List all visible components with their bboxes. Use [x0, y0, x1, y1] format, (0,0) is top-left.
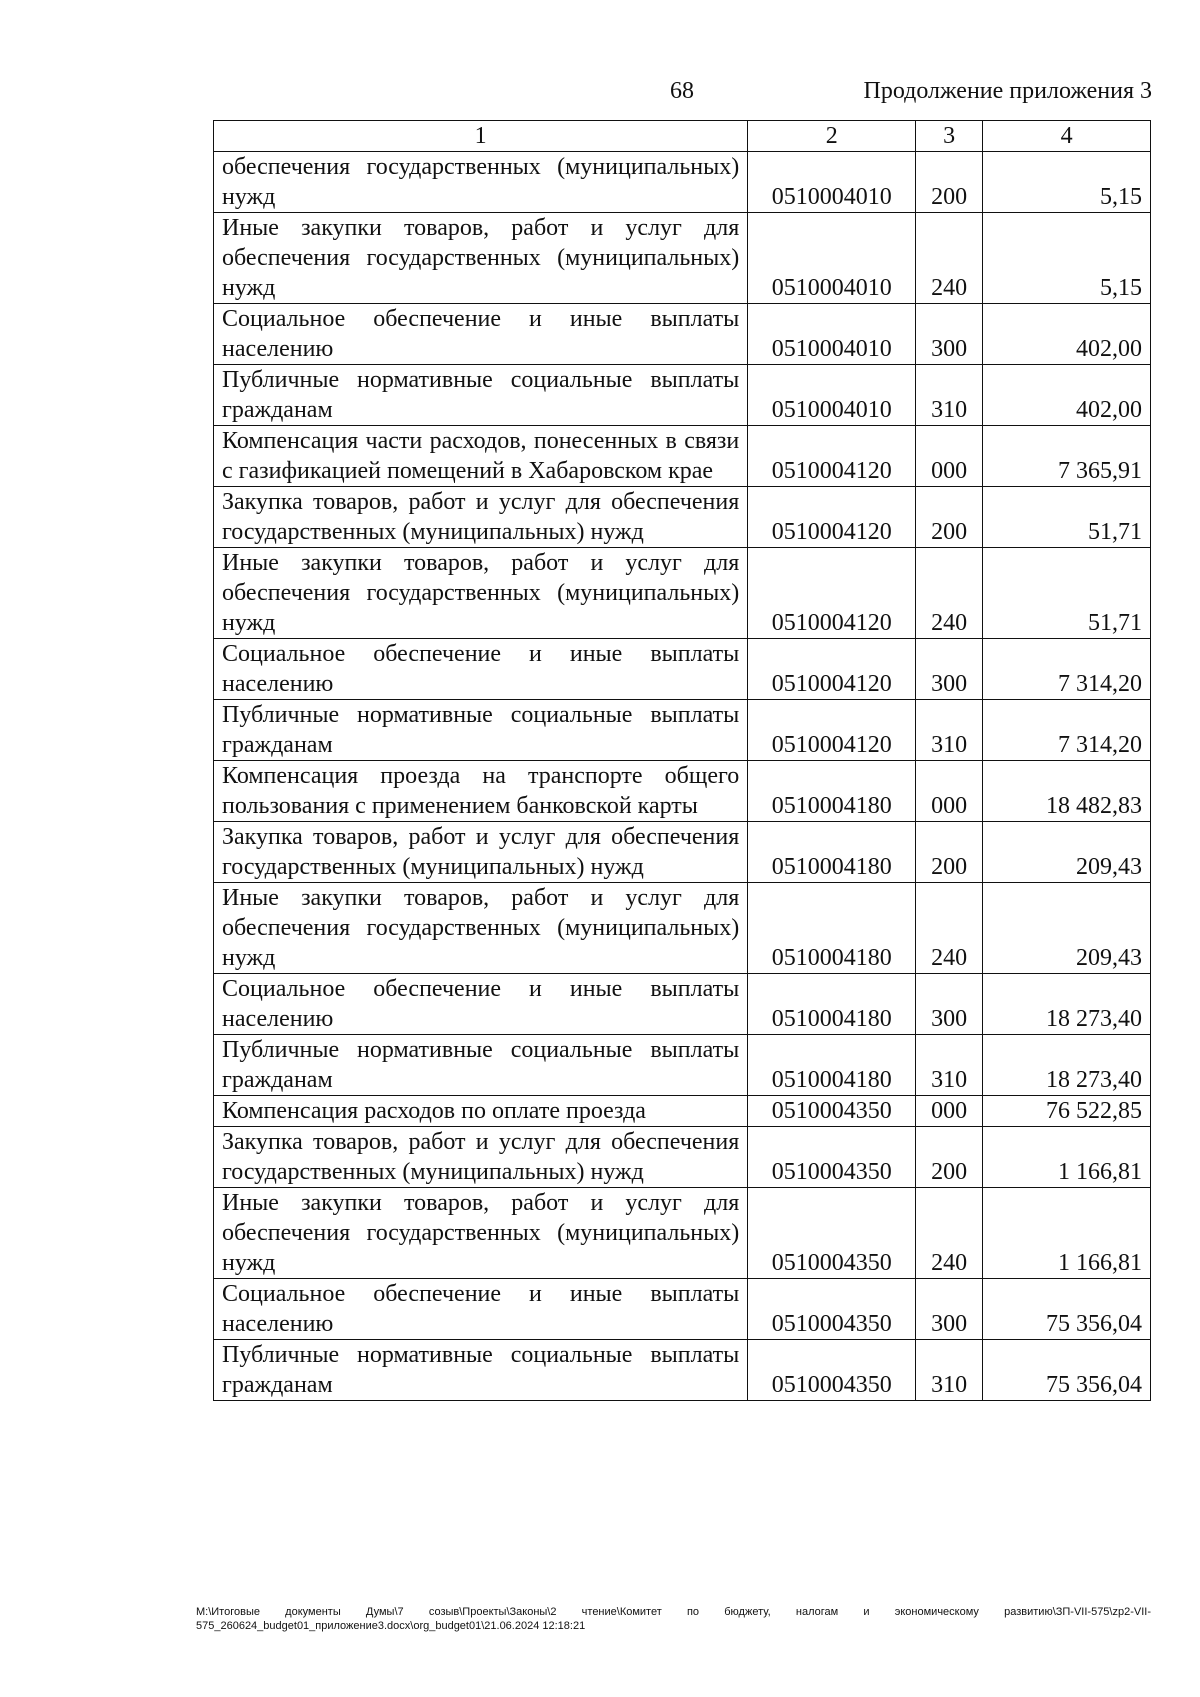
row-code-cell: 0510004180	[748, 974, 916, 1035]
row-kvr-cell: 200	[916, 822, 983, 883]
row-sum-cell: 18 273,40	[983, 1035, 1151, 1096]
table-row	[214, 883, 1151, 974]
row-kvr-cell: 310	[916, 1035, 983, 1096]
row-sum-cell: 75 356,04	[983, 1340, 1151, 1401]
row-sum-cell: 7 314,20	[983, 639, 1151, 700]
row-name-cell: Социальное обеспечение и иные выплаты населению	[214, 639, 748, 700]
row-name-cell: Социальное обеспечение и иные выплаты населению	[214, 304, 748, 365]
row-sum-cell: 7 314,20	[983, 700, 1151, 761]
table-row	[214, 1279, 1151, 1340]
row-code-cell: 0510004180	[748, 1035, 916, 1096]
table-body	[214, 152, 1151, 1401]
row-code-cell: 0510004120	[748, 548, 916, 639]
row-sum-cell: 5,15	[983, 152, 1151, 213]
row-kvr-cell: 240	[916, 213, 983, 304]
row-name-cell: Публичные нормативные социальные выплаты гражданам	[214, 1035, 748, 1096]
row-kvr-cell: 000	[916, 426, 983, 487]
header-row	[214, 121, 1151, 152]
page-number: 68	[670, 78, 694, 104]
row-name-cell: Публичные нормативные социальные выплаты гражданам	[214, 365, 748, 426]
header-col-2: 2	[748, 121, 916, 152]
row-code-cell: 0510004010	[748, 365, 916, 426]
row-name-cell: обеспечения государственных (муниципальных) нужд	[214, 152, 748, 213]
row-name-cell: Социальное обеспечение и иные выплаты населению	[214, 974, 748, 1035]
row-name-cell: Компенсация проезда на транспорте общего пользования с применением банковской карты	[214, 761, 748, 822]
row-name-cell: Социальное обеспечение и иные выплаты населению	[214, 1279, 748, 1340]
header-col-1: 1	[214, 121, 748, 152]
row-kvr-cell: 310	[916, 700, 983, 761]
table-header	[214, 121, 1151, 152]
row-sum-cell: 5,15	[983, 213, 1151, 304]
row-sum-cell: 75 356,04	[983, 1279, 1151, 1340]
row-kvr-cell: 240	[916, 883, 983, 974]
header-col-3: 3	[916, 121, 983, 152]
budget-table	[213, 120, 1151, 1401]
row-code-cell: 0510004350	[748, 1127, 916, 1188]
row-name-cell: Компенсация части расходов, понесенных в связи с газификацией помещений в Хабаровском крае	[214, 426, 748, 487]
row-kvr-cell: 000	[916, 761, 983, 822]
table-row	[214, 304, 1151, 365]
row-sum-cell: 7 365,91	[983, 426, 1151, 487]
row-kvr-cell: 300	[916, 1279, 983, 1340]
row-name-cell: Публичные нормативные социальные выплаты гражданам	[214, 1340, 748, 1401]
row-code-cell: 0510004350	[748, 1340, 916, 1401]
table-row	[214, 1340, 1151, 1401]
table-row	[214, 1188, 1151, 1279]
table-row	[214, 974, 1151, 1035]
row-code-cell: 0510004120	[748, 426, 916, 487]
table-row	[214, 365, 1151, 426]
table-row	[214, 487, 1151, 548]
row-kvr-cell: 240	[916, 1188, 983, 1279]
row-code-cell: 0510004180	[748, 883, 916, 974]
table-row	[214, 548, 1151, 639]
row-code-cell: 0510004180	[748, 822, 916, 883]
row-name-cell: Иные закупки товаров, работ и услуг для обеспечения государственных (муниципальных) нужд	[214, 213, 748, 304]
header-col-4: 4	[983, 121, 1151, 152]
table-row	[214, 1035, 1151, 1096]
row-kvr-cell: 000	[916, 1096, 983, 1127]
row-kvr-cell: 200	[916, 487, 983, 548]
table-row	[214, 1127, 1151, 1188]
row-kvr-cell: 300	[916, 974, 983, 1035]
row-code-cell: 0510004010	[748, 213, 916, 304]
row-code-cell: 0510004350	[748, 1096, 916, 1127]
row-sum-cell: 18 273,40	[983, 974, 1151, 1035]
row-sum-cell: 209,43	[983, 822, 1151, 883]
row-sum-cell: 51,71	[983, 548, 1151, 639]
row-code-cell: 0510004120	[748, 487, 916, 548]
table-row	[214, 822, 1151, 883]
row-kvr-cell: 300	[916, 639, 983, 700]
row-sum-cell: 51,71	[983, 487, 1151, 548]
row-code-cell: 0510004120	[748, 700, 916, 761]
row-kvr-cell: 310	[916, 365, 983, 426]
row-name-cell: Закупка товаров, работ и услуг для обеспечения государственных (муниципальных) нужд	[214, 822, 748, 883]
row-name-cell: Иные закупки товаров, работ и услуг для обеспечения государственных (муниципальных) нужд	[214, 883, 748, 974]
table-row	[214, 700, 1151, 761]
row-code-cell: 0510004010	[748, 152, 916, 213]
row-kvr-cell: 200	[916, 152, 983, 213]
table-row	[214, 426, 1151, 487]
row-name-cell: Закупка товаров, работ и услуг для обеспечения государственных (муниципальных) нужд	[214, 487, 748, 548]
table-row	[214, 1096, 1151, 1127]
table-row	[214, 213, 1151, 304]
row-code-cell: 0510004350	[748, 1188, 916, 1279]
table-row	[214, 639, 1151, 700]
row-code-cell: 0510004010	[748, 304, 916, 365]
row-sum-cell: 76 522,85	[983, 1096, 1151, 1127]
row-code-cell: 0510004120	[748, 639, 916, 700]
row-sum-cell: 402,00	[983, 304, 1151, 365]
row-name-cell: Закупка товаров, работ и услуг для обеспечения государственных (муниципальных) нужд	[214, 1127, 748, 1188]
row-name-cell: Иные закупки товаров, работ и услуг для обеспечения государственных (муниципальных) нужд	[214, 548, 748, 639]
row-sum-cell: 209,43	[983, 883, 1151, 974]
row-name-cell: Компенсация расходов по оплате проезда	[214, 1096, 748, 1127]
row-kvr-cell: 310	[916, 1340, 983, 1401]
row-code-cell: 0510004180	[748, 761, 916, 822]
row-sum-cell: 1 166,81	[983, 1127, 1151, 1188]
row-kvr-cell: 240	[916, 548, 983, 639]
row-sum-cell: 18 482,83	[983, 761, 1151, 822]
table-row	[214, 761, 1151, 822]
row-code-cell: 0510004350	[748, 1279, 916, 1340]
row-kvr-cell: 300	[916, 304, 983, 365]
row-name-cell: Иные закупки товаров, работ и услуг для обеспечения государственных (муниципальных) нужд	[214, 1188, 748, 1279]
continuation-label: Продолжение приложения 3	[863, 78, 1152, 104]
table-row	[214, 152, 1151, 213]
row-sum-cell: 402,00	[983, 365, 1151, 426]
row-kvr-cell: 200	[916, 1127, 983, 1188]
document-path-footer: M:\Итоговые документы Думы\7 созыв\Проекты\Законы\2 чтение\Комитет по бюджету, налогам и экономическому развитию\ЗП-VII-575\zp2-VII-575_260624_budget01_приложение3.docx\org_budget01\21.06.2024 12:18:21	[196, 1606, 1151, 1632]
row-sum-cell: 1 166,81	[983, 1188, 1151, 1279]
row-name-cell: Публичные нормативные социальные выплаты гражданам	[214, 700, 748, 761]
